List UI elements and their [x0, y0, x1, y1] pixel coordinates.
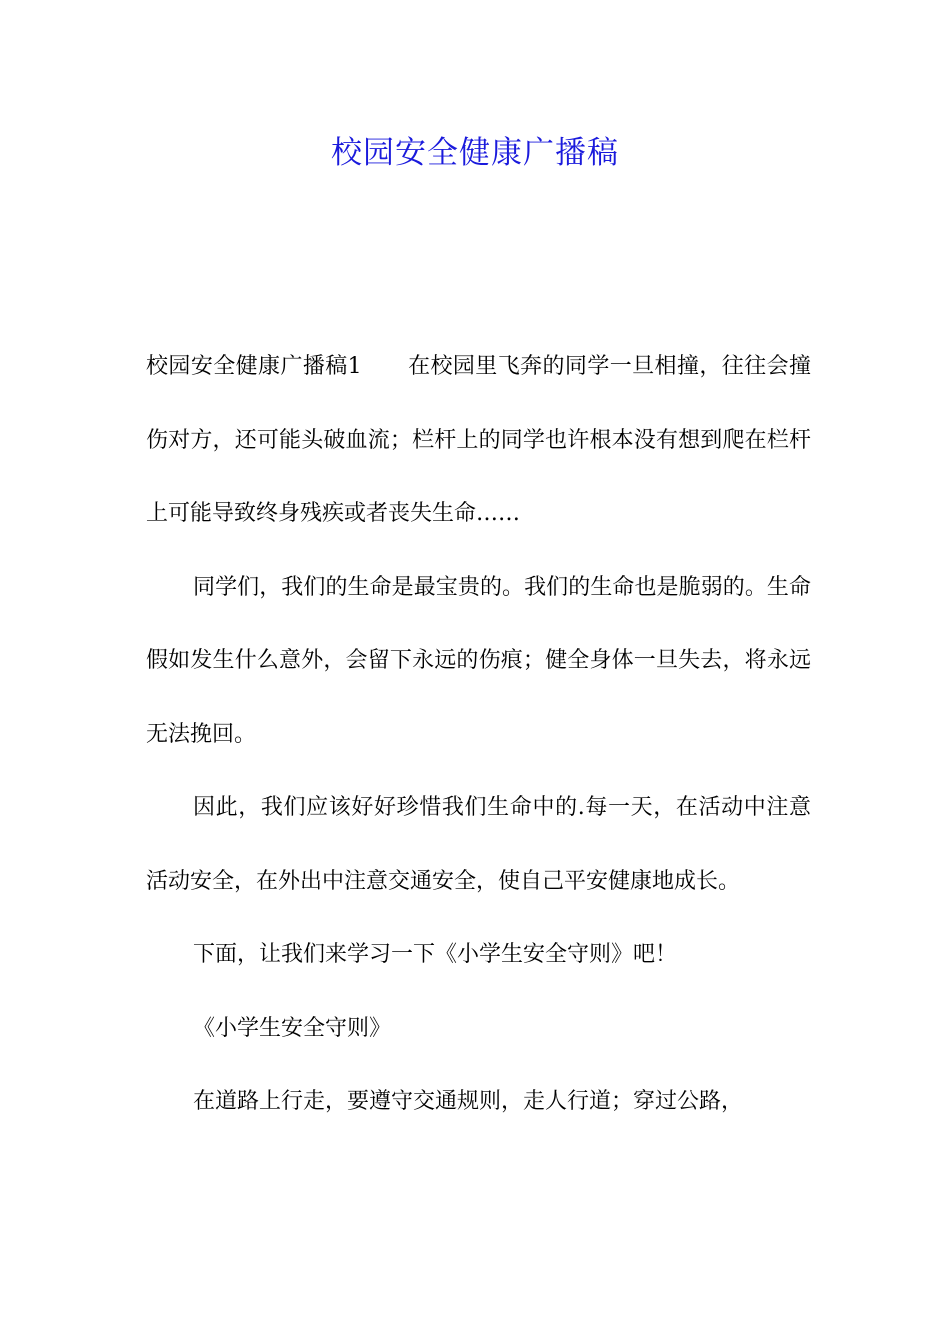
- document-body: [146, 330, 811, 1139]
- section-heading: 校园安全健康广播稿1: [146, 354, 362, 379]
- paragraph-5: 《小学生安全守则》: [193, 1015, 392, 1041]
- paragraph-1-text: 在校园里飞奔的同学一旦相撞，往往会撞伤对方，还可能头破血流；栏杆上的同学也许根本没有想到爬在栏杆上可能导致终身残疾或者丧失生命……: [146, 354, 811, 526]
- paragraph-4: 下面，让我们来学习一下《小学生安全守则》吧！: [193, 942, 678, 967]
- paragraph-2: 同学们，我们的生命是最宝贵的。我们的生命也是脆弱的。生命假如发生什么意外，会留下永远的伤痕；健全身体一旦失去，将永远无法挽回。: [146, 574, 811, 747]
- paragraph-3: 因此，我们应该好好珍惜我们生命中的.每一天，在活动中注意活动安全，在外出中注意交通安全，使自己平安健康地成长。: [146, 795, 811, 894]
- document-title: 校园安全健康广播稿: [331, 135, 619, 171]
- paragraph-6: 在道路上行走，要遵守交通规则，走人行道；穿过公路，: [193, 1089, 744, 1114]
- paragraph-1: [146, 330, 811, 551]
